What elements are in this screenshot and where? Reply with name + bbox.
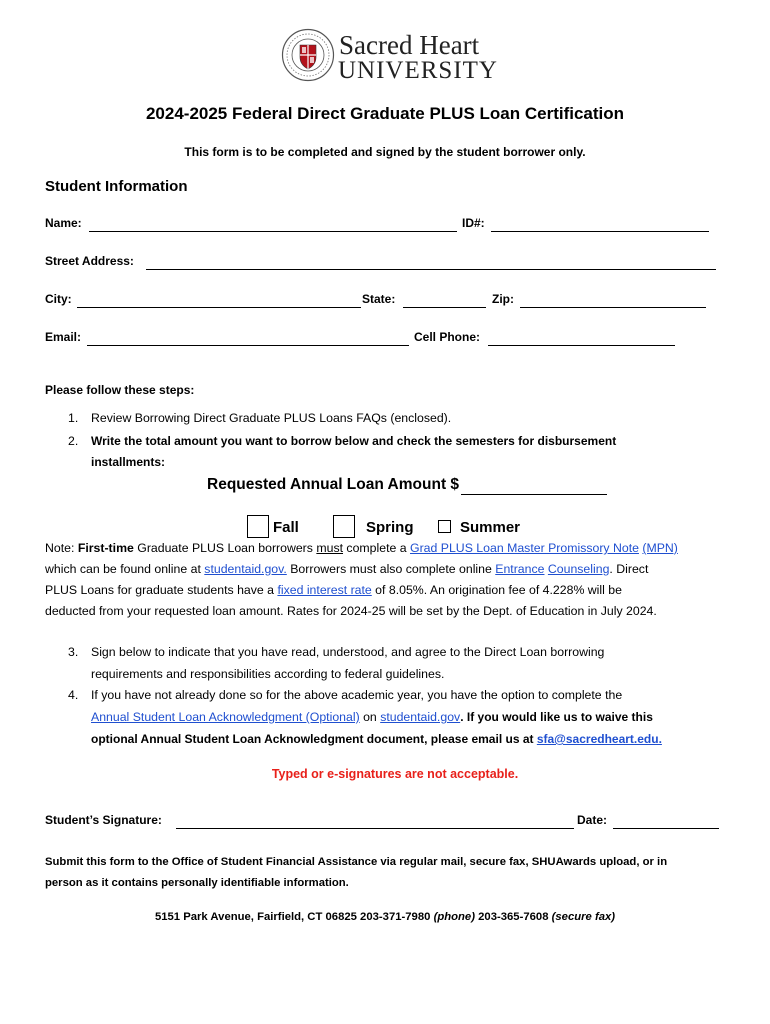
mpn-link[interactable]: Grad PLUS Loan Master Promissory Note — [410, 541, 639, 555]
city-label: City: — [45, 292, 72, 306]
footer-address: 5151 Park Avenue, Fairfield, CT 06825 203-371-7980 — [154, 911, 434, 923]
step-2-number: 2. — [68, 434, 79, 448]
annual-acknowledgment-link[interactable]: Annual Student Loan Acknowledgment (Optional) — [91, 710, 360, 724]
submit-instructions-line2: person as it contains personally identifiable information. — [45, 877, 349, 889]
step-4-bold-2: optional Annual Student Loan Acknowledgment document, please email us at — [91, 732, 537, 746]
submit-instructions-line1: Submit this form to the Office of Student Financial Assistance via regular mail, secure fax, SHUAwards upload, or in — [45, 856, 668, 868]
cell-phone-field[interactable] — [488, 345, 675, 346]
date-label: Date: — [577, 813, 608, 827]
student-info-heading: Student Information — [45, 178, 188, 195]
id-label: ID#: — [462, 216, 485, 230]
note-line-1 — [45, 538, 678, 559]
note-text-4: which can be found online at — [45, 562, 205, 576]
summer-label: Summer — [460, 519, 521, 536]
note-line-2 — [45, 559, 648, 580]
requested-amount-field[interactable] — [461, 494, 607, 495]
counseling-link[interactable]: Counseling — [547, 562, 610, 576]
footer-fax-label: (secure fax) — [551, 911, 616, 923]
footer-contact — [0, 911, 770, 923]
state-label: State: — [362, 292, 396, 306]
step-3-number: 3. — [68, 645, 79, 659]
step-4-number: 4. — [68, 688, 79, 702]
footer-phone-label: (phone) — [433, 911, 475, 923]
state-field[interactable] — [403, 307, 486, 308]
form-title: 2024-2025 Federal Direct Graduate PLUS Loan Certification — [145, 104, 625, 123]
step-4-text-line1: If you have not already done so for the above academic year, you have the option to complete the — [91, 688, 623, 702]
email-field[interactable] — [87, 345, 409, 346]
date-field[interactable] — [613, 828, 719, 829]
id-field[interactable] — [491, 231, 709, 232]
note-text-5: Borrowers must also complete online — [286, 562, 496, 576]
step-3-text-line2: requirements and responsibilities according to federal guidelines. — [91, 667, 445, 681]
fall-checkbox[interactable] — [247, 515, 269, 538]
sfa-email-link[interactable]: sfa@sacredheart.edu. — [536, 732, 662, 746]
fall-label: Fall — [273, 519, 299, 536]
spring-checkbox[interactable] — [333, 515, 355, 538]
summer-checkbox[interactable] — [438, 520, 451, 533]
step-3-text-line1: Sign below to indicate that you have read, understood, and agree to the Direct Loan borrowing — [91, 645, 605, 659]
note-line-4: deducted from your requested loan amount. Rates for 2024-25 will be set by the Dept. of Education in July 2024. — [45, 604, 657, 618]
street-field[interactable] — [146, 269, 716, 270]
note-first-time: First-time — [77, 541, 134, 555]
step-2-text-line2: installments: — [91, 455, 166, 469]
step-4-text-line3 — [91, 729, 662, 750]
note-must: must — [316, 541, 344, 555]
note-text-8: PLUS Loans for graduate students have a — [45, 583, 278, 597]
university-logo — [281, 28, 498, 86]
step-2-text-line1: Write the total amount you want to borrow below and check the semesters for disbursement — [91, 434, 617, 448]
studentaid-link[interactable]: studentaid.gov. — [204, 562, 287, 576]
step-4-on: on — [359, 710, 381, 724]
note-line-3 — [45, 580, 622, 601]
fixed-interest-rate-link[interactable]: fixed interest rate — [277, 583, 372, 597]
university-seal-icon — [281, 28, 335, 82]
form-subtitle: This form is to be completed and signed by the student borrower only. — [184, 145, 586, 159]
note-text-9: of 8.05%. An origination fee of 4.228% will be — [371, 583, 622, 597]
street-label: Street Address: — [45, 254, 134, 268]
step-1-text: Review Borrowing Direct Graduate PLUS Loans FAQs (enclosed). — [91, 411, 452, 425]
steps-heading: Please follow these steps: — [45, 383, 195, 397]
city-field[interactable] — [77, 307, 361, 308]
entrance-link[interactable]: Entrance — [495, 562, 545, 576]
footer-fax: 203-365-7608 — [474, 911, 552, 923]
step-4-bold-1: . If you would like us to waive this — [460, 710, 653, 724]
zip-label: Zip: — [492, 292, 514, 306]
step-1-number: 1. — [68, 411, 79, 425]
mpn-abbr-link[interactable]: (MPN) — [642, 541, 678, 555]
note-text-7: . Direct — [609, 562, 649, 576]
signature-field[interactable] — [176, 828, 574, 829]
studentaid-gov-link[interactable]: studentaid.gov — [380, 710, 461, 724]
zip-field[interactable] — [520, 307, 706, 308]
spring-label: Spring — [366, 519, 414, 536]
step-4-text-line2 — [91, 707, 653, 728]
email-label: Email: — [45, 330, 82, 344]
requested-amount-label: Requested Annual Loan Amount $ — [207, 476, 460, 493]
cell-phone-label: Cell Phone: — [414, 330, 481, 344]
note-prefix: Note: — [45, 541, 78, 555]
note-text-1: Graduate PLUS Loan borrowers — [133, 541, 317, 555]
signature-warning: Typed or e-signatures are not acceptable. — [271, 767, 519, 781]
note-text-2: complete a — [343, 541, 411, 555]
signature-label: Student’s Signature: — [45, 813, 162, 827]
name-label: Name: — [45, 216, 82, 230]
name-field[interactable] — [89, 231, 457, 232]
logo-text-line2: UNIVERSITY — [338, 57, 498, 84]
logo-text-line1: Sacred Heart — [339, 30, 480, 60]
